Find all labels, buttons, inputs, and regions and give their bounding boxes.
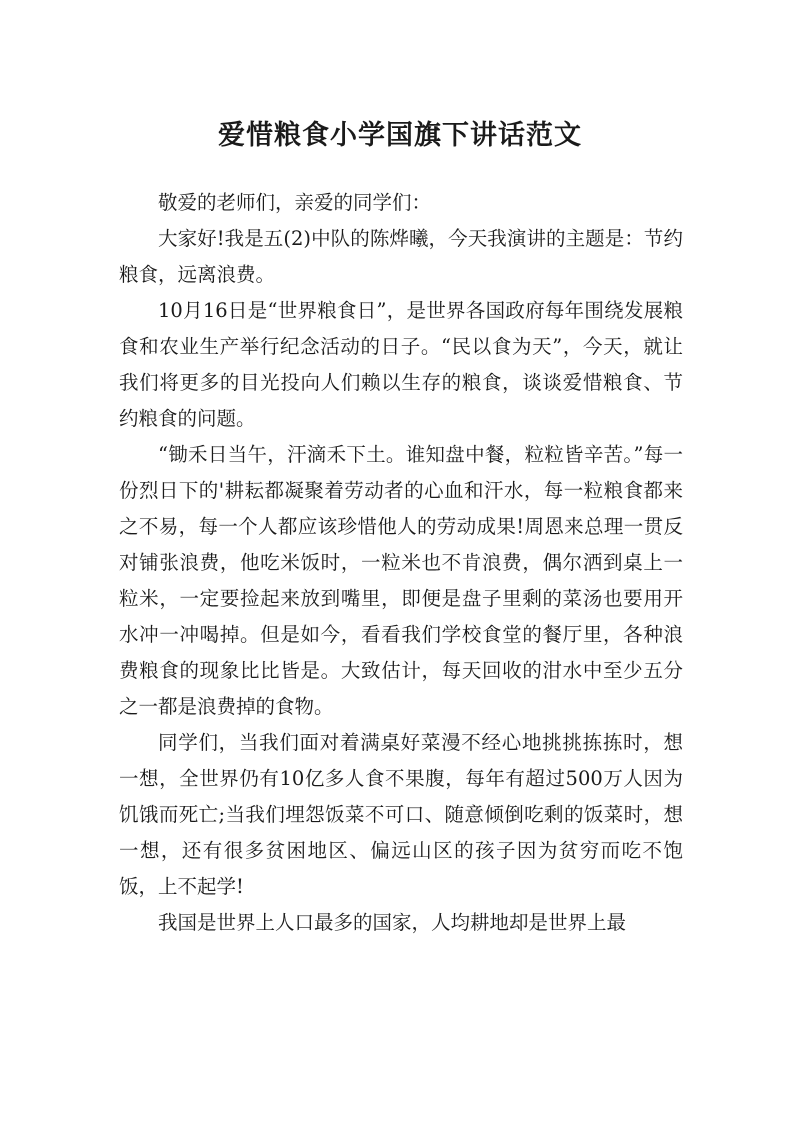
- body-paragraph: 我国是世界上人口最多的国家，人均耕地却是世界上最: [158, 911, 627, 934]
- salutation-paragraph: 敬爱的老师们，亲爱的同学们：: [158, 191, 432, 214]
- document-title: 爱惜粮食小学国旗下讲话范文: [218, 120, 582, 152]
- body-paragraph: 大家好!我是五(2)中队的陈烨曦，今天我演讲的主题是：节约粮食，远离浪费。: [119, 227, 683, 286]
- body-paragraph: 同学们，当我们面对着满桌好菜漫不经心地挑挑拣拣时，想一想，全世界仍有10亿多人食不果腹，每年有超过500万人因为饥饿而死亡;当我们埋怨饭菜不可口、随意倾倒吃剩的饭菜时，想一想，还有很多贫困地区、偏远山区的孩子因为贫穷而吃不饱饭，上不起学!: [119, 731, 683, 898]
- document-body: [119, 185, 683, 941]
- body-paragraph: 10月16日是“世界粮食日”，是世界各国政府每年围绕发展粮食和农业生产举行纪念活动的日子。“民以食为天”，今天，就让我们将更多的目光投向人们赖以生存的粮食，谈谈爱惜粮食、节约粮食的问题。: [119, 299, 683, 430]
- body-paragraph: “锄禾日当午，汗滴禾下土。谁知盘中餐，粒粒皆辛苦。”每一份烈日下的'耕耘都凝聚着劳动者的心血和汗水，每一粒粮食都来之不易，每一个人都应该珍惜他人的劳动成果!周恩来总理一贯反对铺张浪费，他吃米饭时，一粒米也不肯浪费，偶尔洒到桌上一粒米，一定要捡起来放到嘴里，即便是盘子里剩的菜汤也要用开水冲一冲喝掉。但是如今，看看我们学校食堂的餐厅里，各种浪费粮食的现象比比皆是。大致估计，每天回收的泔水中至少五分之一都是浪费掉的食物。: [119, 443, 683, 718]
